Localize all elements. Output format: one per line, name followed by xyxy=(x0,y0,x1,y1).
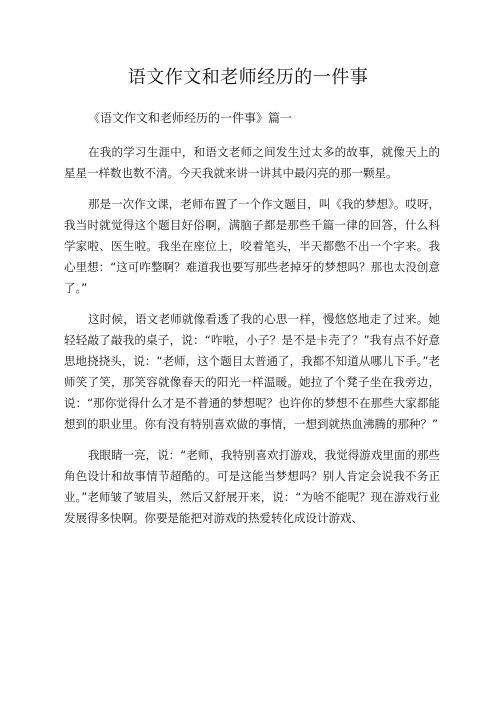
section-subtitle: 《语文作文和老师经历的一件事》篇一 xyxy=(88,111,293,125)
paragraph: 在我的学习生涯中，和语文老师之间发生过太多的故事，就像天上的星星一样数也数不清。今天我就来讲一讲其中最闪亮的那一颗星。 xyxy=(64,145,440,180)
paragraph: 我眼睛一亮，说：“老师，我特别喜欢打游戏，我觉得游戏里面的那些角色设计和故事情节超酷的。可是这能当梦想吗？别人肯定会说我不务正业。”老师皱了皱眉头，然后又舒展开来，说：“为啥不能呢？现在游戏行业发展得多快啊。你要是能把对游戏的热爱转化成设计游戏、 xyxy=(64,448,440,525)
document-title: 语文作文和老师经历的一件事 xyxy=(127,67,369,88)
paragraph: 这时候，语文老师就像看透了我的心思一样，慢悠悠地走了过来。她轻轻敲了敲我的桌子，说：“咋啦，小子？是不是卡壳了？”我有点不好意思地挠挠头，说：“老师，这个题目太普通了，我都不知道从哪儿下手。”老师笑了笑，那笑容就像春天的阳光一样温暖。她拉了个凳子坐在我旁边，说：“那你觉得什么才是不普通的梦想呢？也许你的梦想不在那些大家都能想到的职业里。你有没有特别喜欢做的事情，一想到就热血沸腾的那种？” xyxy=(64,312,440,431)
body-text xyxy=(64,142,440,539)
paragraph: 那是一次作文课，老师布置了一个作文题目，叫《我的梦想》。哎呀，我当时就觉得这个题目好俗啊，满脑子都是那些千篇一律的回答，什么科学家啦、医生啦。我坐在座位上，咬着笔头，半天都憋不出一个字来。我心里想：“这可咋整啊？难道我也要写那些老掉牙的梦想吗？那也太没创意了。” xyxy=(64,197,440,295)
